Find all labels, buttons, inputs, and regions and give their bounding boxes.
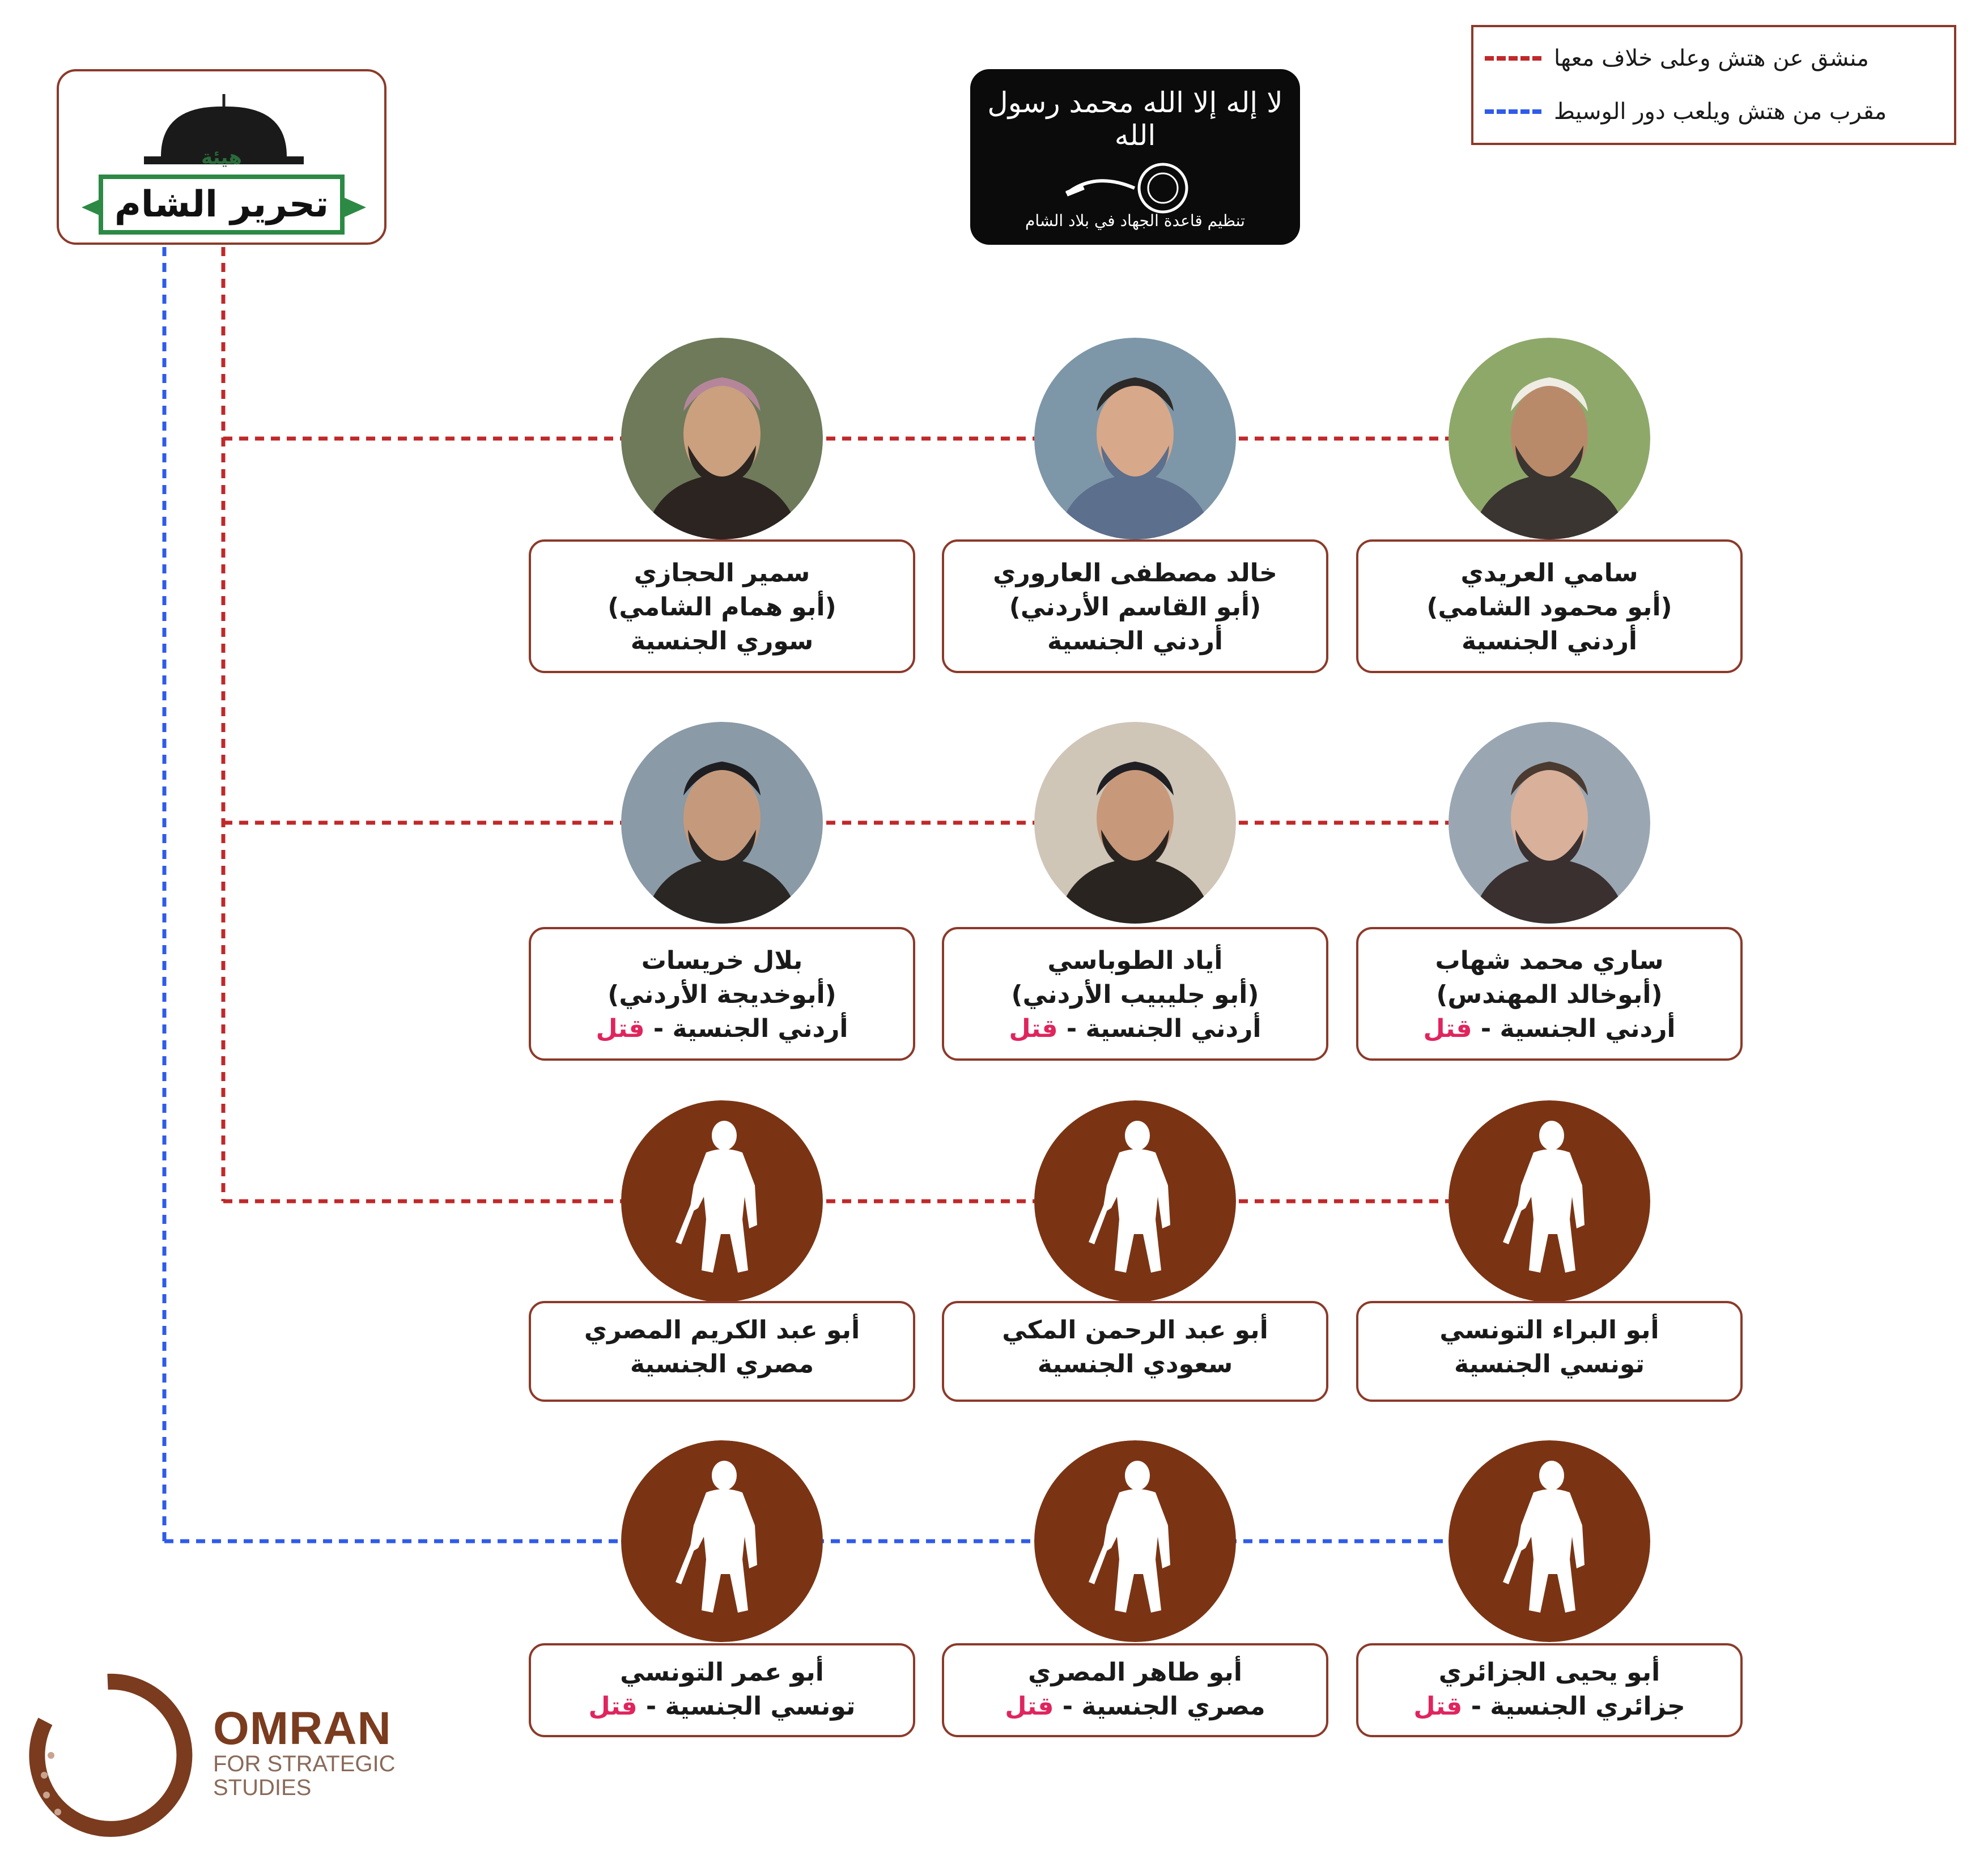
person-name: خالد مصطفى العاروري [993,559,1277,588]
person-nationality-line [531,1347,913,1381]
person-name: أبو عبد الرحمن المكي [1002,1316,1268,1345]
omran-title: OMRAN [213,1703,392,1754]
person-nationality: جزائري الجنسية - [1471,1692,1685,1721]
person-status-killed: قتل [1009,1014,1058,1043]
person-name: أبو يحيى الجزائري [1438,1658,1660,1687]
person-name: ساري محمد شهاب [1435,946,1664,975]
person-nationality-line [1358,1012,1740,1046]
person-card [529,1643,915,1737]
person-card [942,1643,1328,1737]
person-nationality-line [531,1012,913,1046]
legend-item-mediator [1485,86,1943,137]
person-card [1356,539,1743,673]
person-status-killed: قتل [596,1014,645,1043]
person-nationality-line [1358,1690,1740,1724]
person-name: أبو البراء التونسي [1439,1316,1659,1345]
person-status-killed: قتل [1413,1692,1463,1721]
soldier-silhouette-icon [1448,1440,1650,1642]
aq-shahada-text: لا إله إلا الله محمد رسول الله [987,86,1283,152]
person-nationality: سعودي الجنسية [1037,1350,1233,1379]
person-nationality: أردني الجنسية - [1480,1014,1676,1043]
person-card [529,1301,915,1402]
cleric-turban-photo [1448,338,1650,539]
person-kunya: (أبوخالد المهندس) [1436,980,1663,1009]
person-kunya: (أبوخديجة الأردني) [608,980,836,1009]
person-card [529,539,915,673]
person-nationality-line [944,1690,1326,1724]
young-man-photo [1034,338,1236,539]
blue-dashed-line-icon [1485,109,1541,114]
omran-subtitle-2: STUDIES [213,1775,312,1800]
person-nationality: أردني الجنسية [1461,627,1638,656]
seated-man-photo [1034,722,1236,924]
person-nationality: سوري الجنسية [630,627,814,656]
soldier-silhouette-icon [1034,1100,1236,1302]
person-card [1356,1301,1743,1402]
person-card [942,539,1328,673]
smiling-man-photo [1448,722,1650,924]
person-nationality-line [531,1690,913,1724]
legend-label-defected: منشق عن هتش وعلى خلاف معها [1554,45,1869,71]
aq-flag-logo [970,69,1300,245]
red-dashed-line-icon [1485,56,1541,61]
person-card [1356,927,1743,1061]
omran-subtitle-1: FOR STRATEGIC [213,1751,396,1776]
person-nationality: أردني الجنسية - [653,1014,848,1043]
person-nationality: أردني الجنسية - [1066,1014,1261,1043]
person-status-killed: قتل [1423,1014,1472,1043]
person-nationality: مصري الجنسية - [1062,1692,1265,1721]
man-keffiyeh-photo [621,338,823,539]
person-kunya: (أبو محمود الشامي) [1426,593,1672,622]
person-nationality-line [944,1012,1326,1046]
person-nationality: مصري الجنسية [630,1350,814,1379]
person-status-killed: قتل [1005,1692,1054,1721]
person-card [942,927,1328,1061]
person-name: سمير الحجازي [634,559,810,588]
hts-logo-main-text: تحرير الشام [99,175,345,235]
aq-caption-text: تنظيم قاعدة الجهاد في بلاد الشام [1025,211,1245,230]
person-name: أبو عمر التونسي [620,1658,824,1687]
soldier-silhouette-icon [621,1440,823,1642]
hts-logo [57,69,386,245]
hts-logo-small-text: هيئة [201,146,242,169]
person-card [942,1301,1328,1402]
person-name: سامي العريدي [1460,559,1638,588]
person-name: أياد الطوباسي [1047,946,1223,975]
beanie-man-photo [621,722,823,924]
person-nationality: أردني الجنسية [1047,627,1224,656]
person-nationality-line [1358,1347,1740,1381]
person-kunya: (أبو القاسم الأردني) [1009,593,1261,622]
soldier-silhouette-icon [1448,1100,1650,1302]
person-kunya: (أبو همام الشامي) [608,593,836,622]
person-name: أبو طاهر المصري [1028,1658,1242,1687]
legend-item-defected [1485,33,1943,84]
person-kunya: (أبو جليبيب الأردني) [1011,980,1259,1009]
person-card [529,927,915,1061]
omran-logo-icon [11,1670,204,1840]
omran-branding [213,1703,396,1800]
person-name: بلال خريسات [641,946,803,975]
person-nationality-line [944,1347,1326,1381]
person-name: أبو عبد الكريم المصري [584,1316,860,1345]
legend-label-mediator: مقرب من هتش ويلعب دور الوسيط [1554,99,1887,125]
soldier-silhouette-icon [1034,1440,1236,1642]
person-status-killed: قتل [588,1692,638,1721]
person-nationality-line [531,624,913,658]
soldier-silhouette-icon [621,1100,823,1302]
person-nationality-line [944,624,1326,658]
person-nationality: تونسي الجنسية [1454,1350,1645,1379]
legend [1471,25,1956,145]
person-card [1356,1643,1743,1737]
person-nationality: تونسي الجنسية - [645,1692,856,1721]
person-nationality-line [1358,624,1740,658]
